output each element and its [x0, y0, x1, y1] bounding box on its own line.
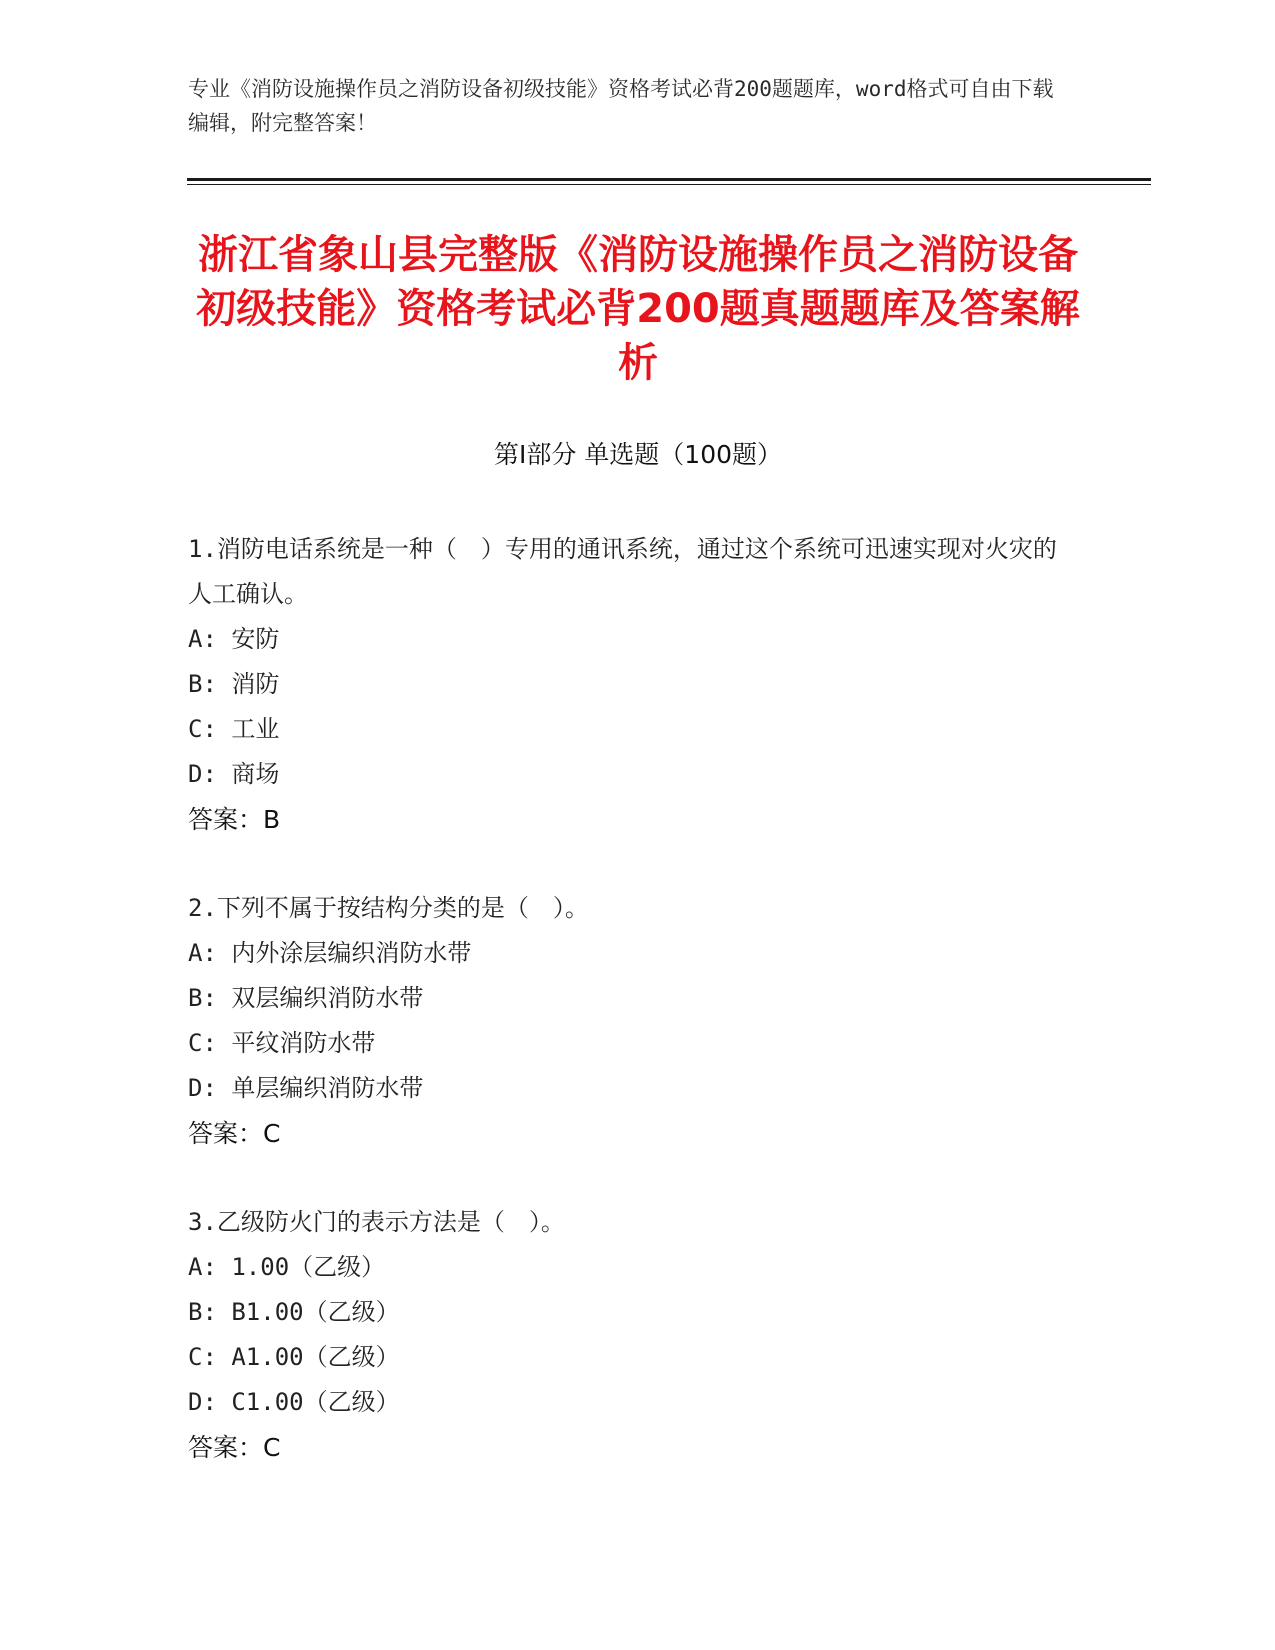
answer-line: 答案：B	[188, 805, 281, 834]
answer-line: 答案：C	[188, 1433, 281, 1462]
option-a: A: 安防	[188, 625, 280, 653]
answer-line: 答案：C	[188, 1119, 281, 1148]
question-stem: 1.消防电话系统是一种（ ）专用的通讯系统，通过这个系统可迅速实现对火灾的人工确认。	[188, 535, 1057, 608]
question-list	[188, 527, 1068, 1514]
option-b: B: 双层编织消防水带	[188, 984, 424, 1012]
option-a: A: 1.00（乙级）	[188, 1253, 386, 1281]
question-item	[188, 527, 1068, 842]
option-a: A: 内外涂层编织消防水带	[188, 939, 472, 967]
question-stem: 2.下列不属于按结构分类的是（ ）。	[188, 894, 589, 922]
header-note: 专业《消防设施操作员之消防设备初级技能》资格考试必背200题题库，word格式可自由下载编辑，附完整答案！	[188, 77, 1054, 135]
option-d: D: 单层编织消防水带	[188, 1074, 424, 1102]
header-divider-thin	[187, 184, 1151, 185]
document-title: 浙江省象山县完整版《消防设施操作员之消防设备初级技能》资格考试必背200题真题题库及答案解析	[196, 232, 1080, 386]
option-c: C: 工业	[188, 715, 280, 743]
option-d: D: 商场	[188, 760, 280, 788]
question-item	[188, 886, 1068, 1156]
option-b: B: B1.00（乙级）	[188, 1298, 400, 1326]
option-b: B: 消防	[188, 670, 280, 698]
question-item	[188, 1200, 1068, 1470]
question-stem: 3.乙级防火门的表示方法是（ ）。	[188, 1208, 565, 1236]
option-c: C: A1.00（乙级）	[188, 1343, 400, 1371]
option-d: D: C1.00（乙级）	[188, 1388, 400, 1416]
option-c: C: 平纹消防水带	[188, 1029, 376, 1057]
header-divider-thick	[187, 178, 1151, 181]
section-title: 第Ⅰ部分 单选题（100题）	[493, 440, 783, 469]
